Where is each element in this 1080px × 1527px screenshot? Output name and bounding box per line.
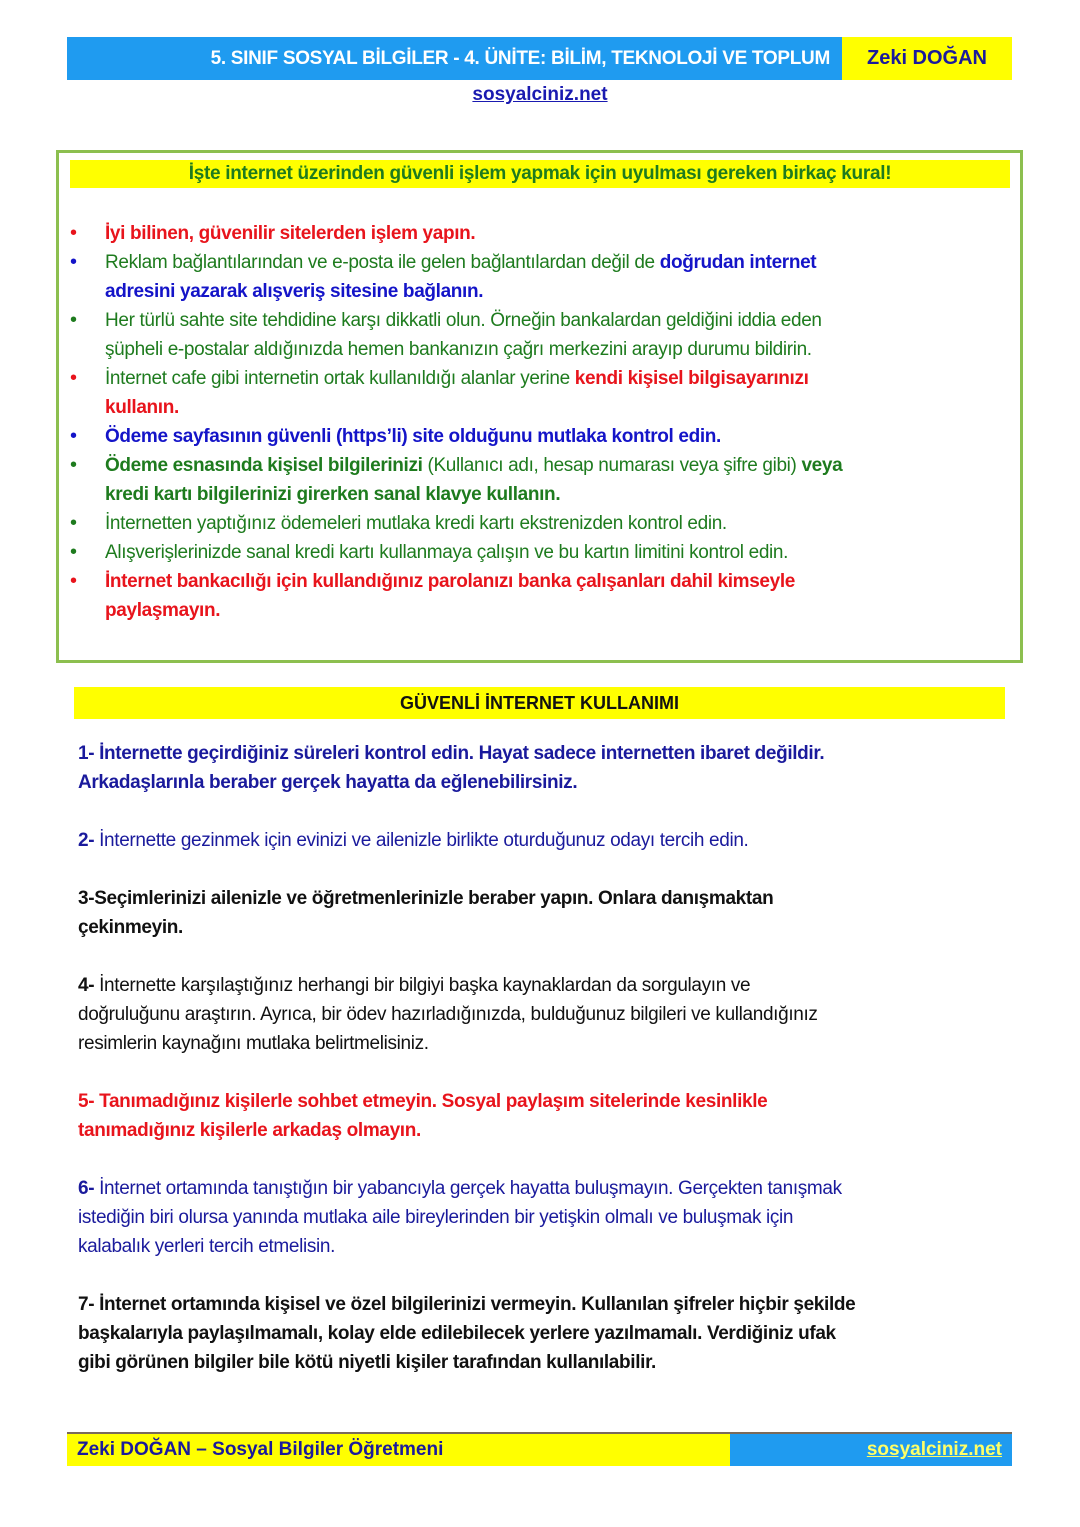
text-segment: İnternet bankacılığı için kullandığınız parolanızı banka çalışanları dahil kimseyle (105, 571, 796, 592)
text-segment: şüpheli e-postalar aldığınızda hemen bankanızın çağrı merkezini arayıp durumu bildirin. (105, 339, 812, 360)
text-line (105, 306, 842, 335)
text-segment: resimlerin kaynağını mutlaka belirtmelisiniz. (78, 1033, 429, 1054)
rule-item (70, 306, 842, 364)
text-line (105, 451, 842, 480)
text-line (105, 364, 842, 393)
website-link[interactable]: sosyalciniz.net (472, 84, 608, 105)
text-segment: çekinmeyin. (78, 917, 183, 938)
text-segment: 7- İnternet ortamında kişisel ve özel bilgilerinizi vermeyin. Kullanılan şifreler hiçbir şekilde (78, 1294, 856, 1315)
text-segment: 1- İnternette geçirdiğiniz süreleri kontrol edin. Hayat sadece internetten ibaret değildir. (78, 743, 825, 764)
text-line (105, 480, 842, 509)
text-segment: tanımadığınız kişilerle arkadaş olmayın. (78, 1120, 421, 1141)
text-segment: İnternette karşılaştığınız herhangi bir bilgiyi başka kaynaklardan da sorgulayın ve (99, 975, 751, 996)
text-segment: 3-Seçimlerinizi ailenizle ve öğretmenlerinizle beraber yapın. Onlara danışmaktan (78, 888, 774, 909)
safe-use-item (78, 739, 855, 797)
bullet-icon: • (70, 454, 77, 476)
text-line (78, 739, 855, 768)
safe-use-item (78, 884, 855, 942)
text-line (105, 248, 842, 277)
text-segment: İnternet cafe gibi internetin ortak kullanıldığı alanlar yerine (105, 368, 575, 389)
rule-item (70, 538, 842, 567)
safe-use-item (78, 1290, 855, 1377)
text-segment: paylaşmayın. (105, 600, 221, 621)
bullet-icon: • (70, 251, 77, 273)
bullet-icon: • (70, 425, 77, 447)
text-line (78, 1348, 855, 1377)
bullet-icon: • (70, 222, 77, 244)
header-title: 5. SINIF SOSYAL BİLGİLER - 4. ÜNİTE: BİLİM, TEKNOLOJİ VE TOPLUM (67, 37, 842, 80)
safe-use-item (78, 1087, 855, 1145)
text-segment: (Kullanıcı adı, hesap numarası veya şifre gibi) (422, 455, 802, 476)
rules-title: İşte internet üzerinden güvenli işlem yapmak için uyulması gereken birkaç kural! (70, 160, 1010, 188)
text-segment: İnternette gezinmek için evinizi ve ailenizle birlikte oturduğunuz odayı tercih edin. (99, 830, 749, 851)
text-segment: gibi görünen bilgiler bile kötü niyetli kişiler tarafından kullanılabilir. (78, 1352, 656, 1373)
text-line (78, 913, 855, 942)
text-segment: istediğin biri olursa yanında mutlaka aile bireylerinden bir yetişkin olmalı ve buluşmak için (78, 1207, 794, 1228)
text-segment: doğruluğunu araştırın. Ayrıca, bir ödev hazırladığınızda, bulduğunuz bilgileri ve kullandığınız (78, 1004, 818, 1025)
bullet-icon: • (70, 367, 77, 389)
safe-use-title: GÜVENLİ İNTERNET KULLANIMI (74, 687, 1005, 719)
text-segment: kullanın. (105, 397, 179, 418)
safe-use-list (78, 739, 855, 1406)
text-line (78, 1290, 855, 1319)
text-line (105, 277, 842, 306)
text-segment: 2- (78, 830, 100, 851)
text-segment: kalabalık yerleri tercih etmelisin. (78, 1236, 336, 1257)
rule-item (70, 422, 842, 451)
text-segment: 4- (78, 975, 100, 996)
text-line (78, 768, 855, 797)
text-line (78, 1000, 855, 1029)
text-segment: Ödeme sayfasının güvenli (https’li) site olduğunu mutlaka kontrol edin. (105, 426, 721, 447)
text-line (105, 422, 842, 451)
safe-use-item (78, 826, 855, 855)
text-line (105, 538, 842, 567)
footer-link[interactable]: sosyalciniz.net (730, 1434, 1012, 1466)
header-author: Zeki DOĞAN (842, 37, 1012, 80)
text-line (78, 1029, 855, 1058)
text-segment: 5- Tanımadığınız kişilerle sohbet etmeyin. Sosyal paylaşım sitelerinde kesinlikle (78, 1091, 768, 1112)
text-line (105, 596, 842, 625)
rule-item (70, 248, 842, 306)
text-segment: veya (801, 455, 843, 476)
text-segment: Arkadaşlarınla beraber gerçek hayatta da eğlenebilirsiniz. (78, 772, 578, 793)
text-segment: İnternet ortamında tanıştığın bir yabancıyla gerçek hayatta buluşmayın. Gerçekten tanışmak (99, 1178, 842, 1199)
rule-item (70, 219, 842, 248)
rule-item (70, 364, 842, 422)
text-line (105, 393, 842, 422)
bullet-icon: • (70, 570, 77, 592)
text-line (78, 1116, 855, 1145)
text-line (78, 826, 855, 855)
text-line (105, 335, 842, 364)
text-segment: 6- (78, 1178, 100, 1199)
text-line (78, 1319, 855, 1348)
text-line (78, 1232, 855, 1261)
text-line (105, 509, 842, 538)
rule-item (70, 451, 842, 509)
text-segment: İyi bilinen, güvenilir sitelerden işlem yapın. (105, 223, 476, 244)
text-segment: kendi kişisel bilgisayarınızı (574, 368, 809, 389)
bullet-icon: • (70, 541, 77, 563)
text-segment: Her türlü sahte site tehdidine karşı dikkatli olun. Örneğin bankalardan geldiğini iddia eden (105, 310, 822, 331)
bullet-icon: • (70, 309, 77, 331)
footer-author: Zeki DOĞAN – Sosyal Bilgiler Öğretmeni (67, 1434, 730, 1466)
text-segment: başkalarıyla paylaşılmamalı, kolay elde edilebilecek yerlere yazılmamalı. Verdiğiniz ufak (78, 1323, 836, 1344)
safe-use-item (78, 1174, 855, 1261)
text-segment: İnternetten yaptığınız ödemeleri mutlaka kredi kartı ekstrenizden kontrol edin. (105, 513, 727, 534)
text-line (78, 884, 855, 913)
text-segment: Alışverişlerinizde sanal kredi kartı kullanmaya çalışın ve bu kartın limitini kontrol edin. (105, 542, 789, 563)
rule-item (70, 509, 842, 538)
rules-list (70, 219, 842, 625)
text-segment: Reklam bağlantılarından ve e-posta ile gelen bağlantılardan değil de (105, 252, 660, 273)
text-line (105, 219, 842, 248)
safe-use-item (78, 971, 855, 1058)
text-line (78, 1203, 855, 1232)
text-line (105, 567, 842, 596)
text-line (78, 1087, 855, 1116)
rule-item (70, 567, 842, 625)
bullet-icon: • (70, 512, 77, 534)
text-line (78, 971, 855, 1000)
text-segment: Ödeme esnasında kişisel bilgilerinizi (105, 455, 423, 476)
text-segment: kredi kartı bilgilerinizi girerken sanal klavye kullanın. (105, 484, 561, 505)
text-line (78, 1174, 855, 1203)
text-segment: doğrudan internet (659, 252, 817, 273)
text-segment: adresini yazarak alışveriş sitesine bağlanın. (105, 281, 484, 302)
